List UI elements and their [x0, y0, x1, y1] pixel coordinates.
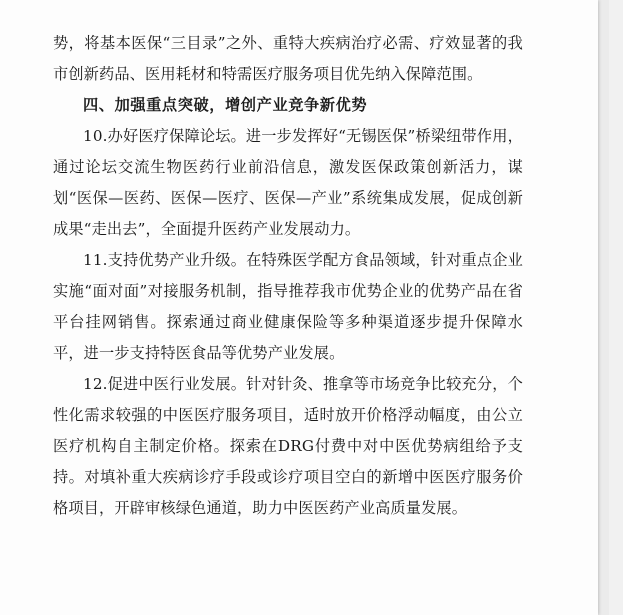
- paragraph-item-11: 11.支持优势产业升级。在特殊医学配方食品领域，针对重点企业实施“面对面”对接服务机制，指导推荐我市优势企业的优势产品在省平台挂网销售。探索通过商业健康保险等多种渠道逐步提升保障水平，进一步支持特医食品等优势产业发展。: [53, 251, 523, 362]
- paragraph-item-10: 10.办好医疗保障论坛。进一步发挥好“无锡医保”桥梁纽带作用，通过论坛交流生物医药行业前沿信息，激发医保政策创新活力，谋划“医保—医药、医保—医疗、医保—产业”系统集成发展，促成创新成果“走出去”，全面提升医药产业发展动力。: [53, 127, 523, 238]
- document-body: [53, 28, 523, 524]
- section-heading: 四、加强重点突破，增创产业竞争新优势: [83, 96, 368, 114]
- vertical-scrollbar[interactable]: [609, 0, 623, 615]
- paragraph-item-12: 12.促进中医行业发展。针对针灸、推拿等市场竞争比较充分，个性化需求较强的中医医疗服务项目，适时放开价格浮动幅度，由公立医疗机构自主制定价格。探索在DRG付费中对中医优势病组给予支持。对填补重大疾病诊疗手段或诊疗项目空白的新增中医医疗服务价格项目，开辟审核绿色通道，助力中医医药产业高质量发展。: [53, 375, 523, 517]
- paragraph-continuation: 势，将基本医保“三目录”之外、重特大疾病治疗必需、疗效显著的我市创新药品、医用耗材和特需医疗服务项目优先纳入保障范围。: [53, 34, 523, 83]
